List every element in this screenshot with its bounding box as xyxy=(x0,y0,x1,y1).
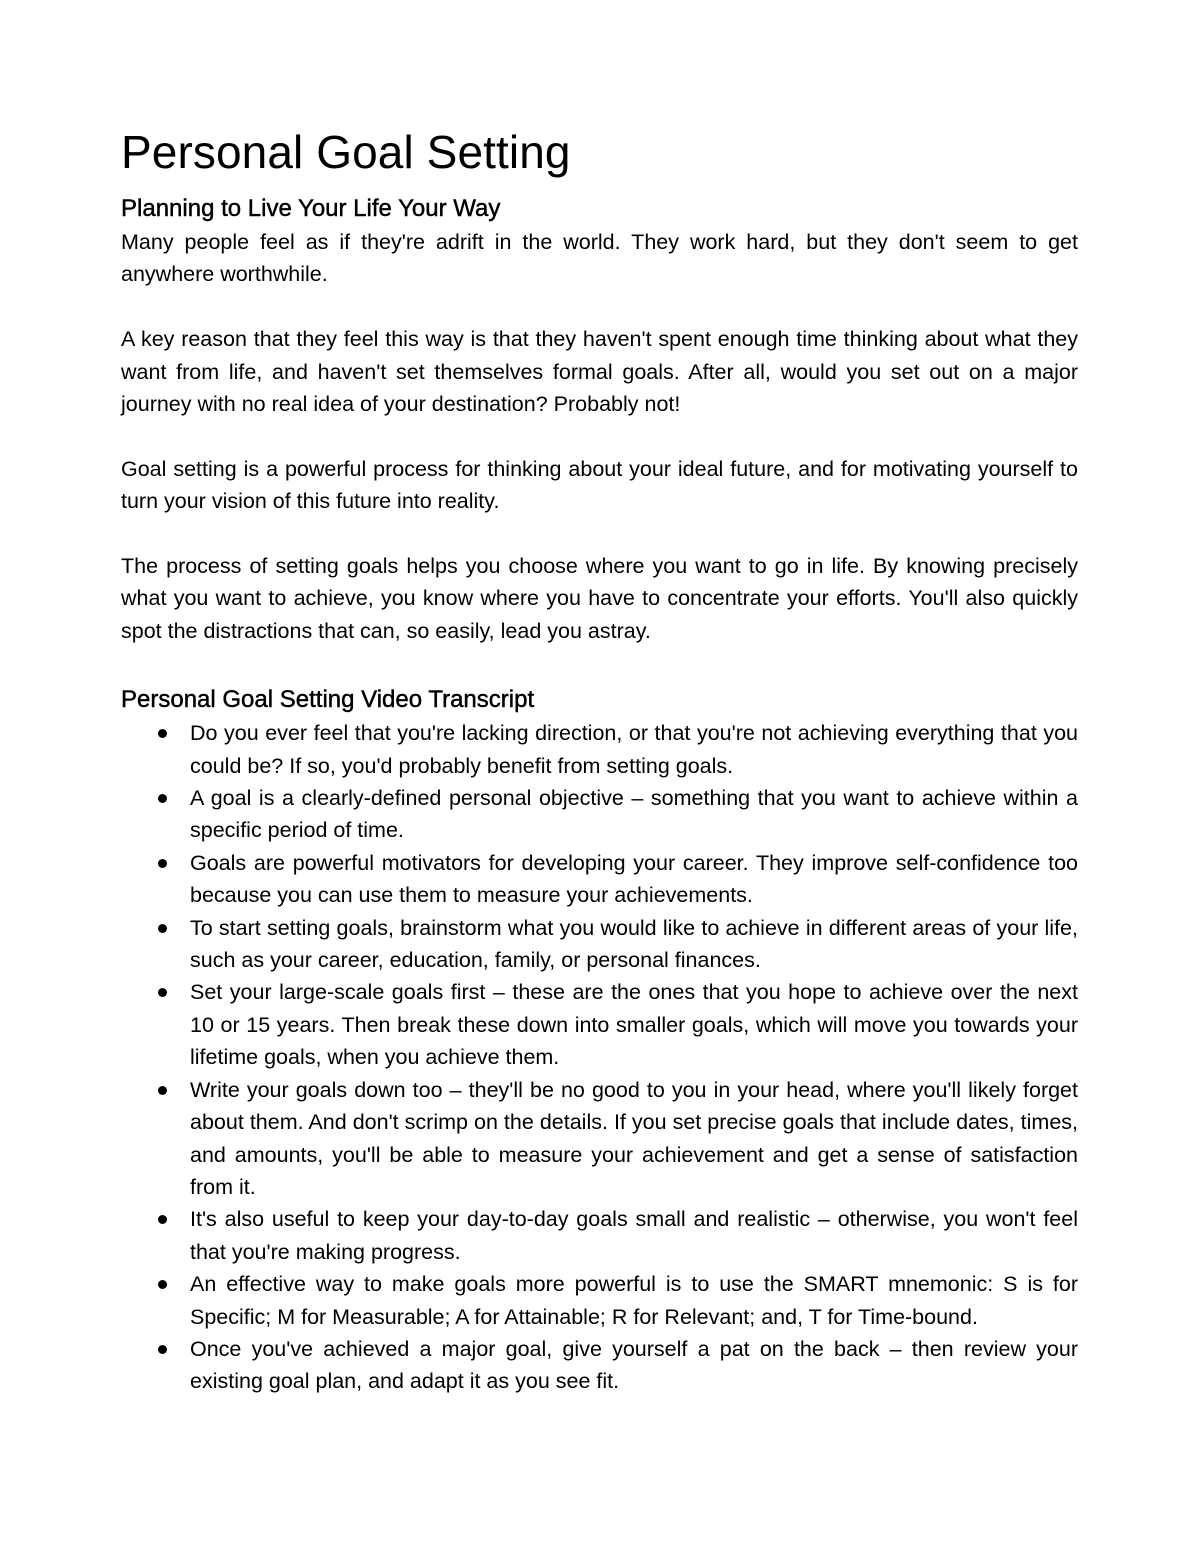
paragraph: Goal setting is a powerful process for thinking about your ideal future, and for motivating yourself to turn your vision of this future into reality. xyxy=(121,456,1078,514)
list-item xyxy=(121,1074,1078,1204)
paragraph: The process of setting goals helps you choose where you want to go in life. By knowing precisely what you want to achieve, you know where you have to concentrate your efforts. You'll also quickly spot the distractions that can, so easily, lead you astray. xyxy=(121,554,1078,643)
list-item xyxy=(121,1203,1078,1268)
list-item xyxy=(121,717,1078,782)
bullet-icon xyxy=(158,1280,167,1289)
list-item-text: To start setting goals, brainstorm what you would like to achieve in different areas of your life, such as your career, education, family, or personal finances. xyxy=(190,915,1078,973)
bullet-icon xyxy=(158,794,167,803)
transcript-bullet-list xyxy=(121,717,1078,1398)
bullet-icon xyxy=(158,988,167,997)
section-heading-planning: Planning to Live Your Life Your Way xyxy=(121,195,501,222)
list-item-text: It's also useful to keep your day-to-day goals small and realistic – otherwise, you won't feel that you're making progress. xyxy=(190,1207,1078,1264)
list-item xyxy=(121,912,1078,977)
list-item-text: Set your large-scale goals first – these are the ones that you hope to achieve over the next 10 or 15 years. Then break these down into smaller goals, which will move you towards your lifetime goals, when you achieve them. xyxy=(190,980,1078,1070)
bullet-icon xyxy=(158,924,167,933)
list-item-text: A goal is a clearly-defined personal objective – something that you want to achieve within a specific period of time. xyxy=(190,786,1078,843)
list-item xyxy=(121,1268,1078,1333)
bullet-icon xyxy=(158,1345,167,1354)
list-item-text: Goals are powerful motivators for developing your career. They improve self-confidence too because you can use them to measure your achievements. xyxy=(190,850,1078,908)
bullet-icon xyxy=(158,729,167,738)
list-item-text: Once you've achieved a major goal, give yourself a pat on the back – then review your existing goal plan, and adapt it as you see fit. xyxy=(190,1336,1078,1394)
list-item xyxy=(121,847,1078,912)
paragraph: Many people feel as if they're adrift in the world. They work hard, but they don't seem to get anywhere worthwhile. xyxy=(121,230,1078,287)
paragraph: A key reason that they feel this way is that they haven't spent enough time thinking about what they want from life, and haven't set themselves formal goals. After all, would you set out on a major journey with no real idea of your destination? Probably not! xyxy=(121,327,1078,417)
bullet-icon xyxy=(158,1215,167,1224)
section-heading-transcript: Personal Goal Setting Video Transcript xyxy=(121,686,535,714)
list-item xyxy=(121,782,1078,847)
list-item-text: Write your goals down too – they'll be no good to you in your head, where you'll likely forget about them. And don't scrimp on the details. If you set precise goals that include dates, times, and amounts, you'll be able to measure your achievement and get a sense of satisfaction from it. xyxy=(190,1077,1078,1199)
bullet-icon xyxy=(158,859,167,868)
list-item xyxy=(121,976,1078,1073)
document-title: Personal Goal Setting xyxy=(121,126,571,178)
bullet-icon xyxy=(158,1086,167,1095)
list-item xyxy=(121,1333,1078,1398)
list-item-text: An effective way to make goals more powerful is to use the SMART mnemonic: S is for Specific; M for Measurable; A for Attainable; R for Relevant; and, T for Time-bound. xyxy=(190,1272,1078,1329)
list-item-text: Do you ever feel that you're lacking direction, or that you're not achieving everything that you could be? If so, you'd probably benefit from setting goals. xyxy=(190,721,1078,778)
